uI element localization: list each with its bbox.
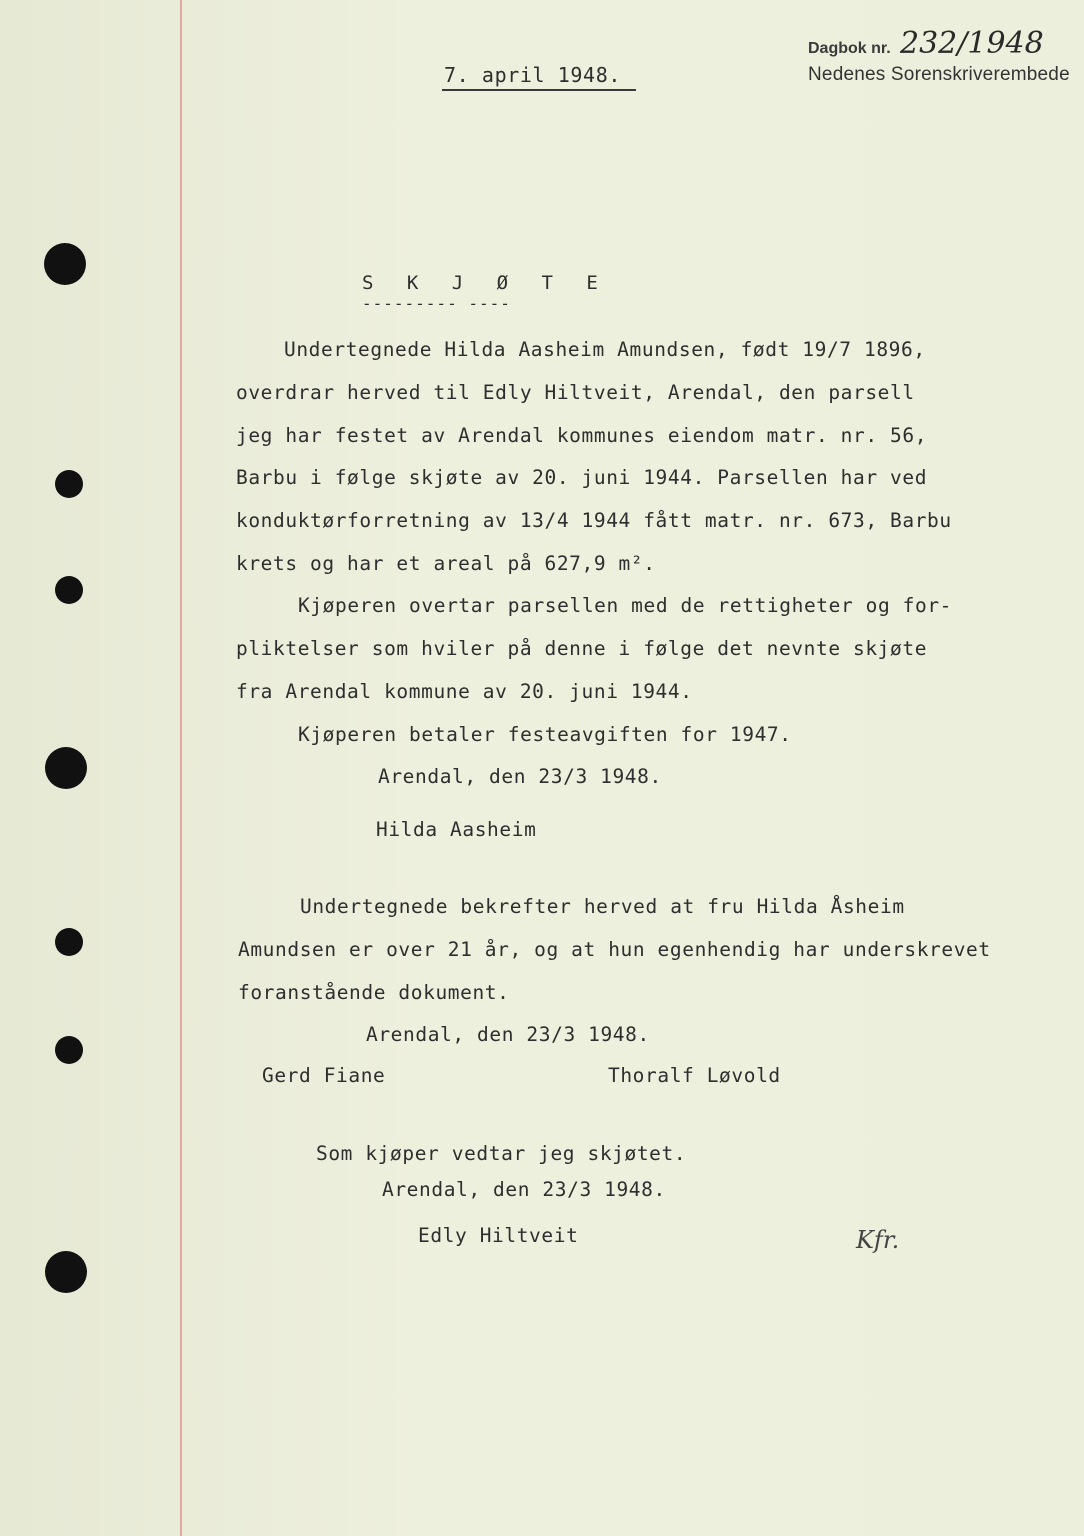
punch-hole: [55, 1036, 83, 1064]
body-line: Undertegnede Hilda Aasheim Amundsen, født 19/7 1896,: [284, 338, 926, 361]
body-line: fra Arendal kommune av 20. juni 1944.: [236, 680, 693, 703]
body-line: jeg har festet av Arendal kommunes eiendom matr. nr. 56,: [236, 424, 928, 447]
punch-hole: [45, 1251, 87, 1293]
margin-line: [180, 0, 182, 1536]
punch-hole: [45, 747, 87, 789]
punch-hole: [55, 470, 83, 498]
document-date: 7. april 1948.: [444, 63, 621, 87]
date-underline: [442, 89, 636, 91]
stamp-label: Dagbok nr.: [808, 40, 891, 57]
initials: Kfr.: [856, 1226, 900, 1254]
punch-hole: [55, 928, 83, 956]
body-line: foranstående dokument.: [238, 981, 510, 1004]
signature-seller: Hilda Aasheim: [376, 818, 537, 841]
body-line: Som kjøper vedtar jeg skjøtet.: [316, 1142, 687, 1165]
place-date-line: Arendal, den 23/3 1948.: [382, 1178, 666, 1201]
body-line: Kjøperen betaler festeavgiften for 1947.: [298, 723, 792, 746]
body-line: Kjøperen overtar parsellen med de rettigheter og for-: [298, 594, 953, 617]
body-line: Amundsen er over 21 år, og at hun egenhendig har underskrevet: [238, 938, 991, 961]
body-line: konduktørforretning av 13/4 1944 fått matr. nr. 673, Barbu: [236, 509, 952, 532]
title-underline: --------- ----: [362, 294, 511, 313]
body-line: Undertegnede bekrefter herved at fru Hilda Åsheim: [300, 895, 905, 918]
signature-buyer: Edly Hiltveit: [418, 1224, 579, 1247]
document-title: S K J Ø T E: [362, 272, 609, 294]
signature-witness-2: Thoralf Løvold: [608, 1064, 781, 1087]
place-date-line: Arendal, den 23/3 1948.: [366, 1023, 650, 1046]
place-date-line: Arendal, den 23/3 1948.: [378, 765, 662, 788]
body-line: pliktelser som hviler på denne i følge det nevnte skjøte: [236, 637, 928, 660]
punch-hole: [55, 576, 83, 604]
stamp-number: 232/1948: [900, 26, 1044, 61]
signature-witness-1: Gerd Fiane: [262, 1064, 386, 1087]
body-line: Barbu i følge skjøte av 20. juni 1944. Parsellen har ved: [236, 466, 928, 489]
punch-hole: [44, 243, 86, 285]
body-line: krets og har et areal på 627,9 m².: [236, 552, 656, 575]
stamp-office: Nedenes Sorenskriverembede: [808, 64, 1070, 85]
body-line: overdrar herved til Edly Hiltveit, Arendal, den parsell: [236, 381, 915, 404]
